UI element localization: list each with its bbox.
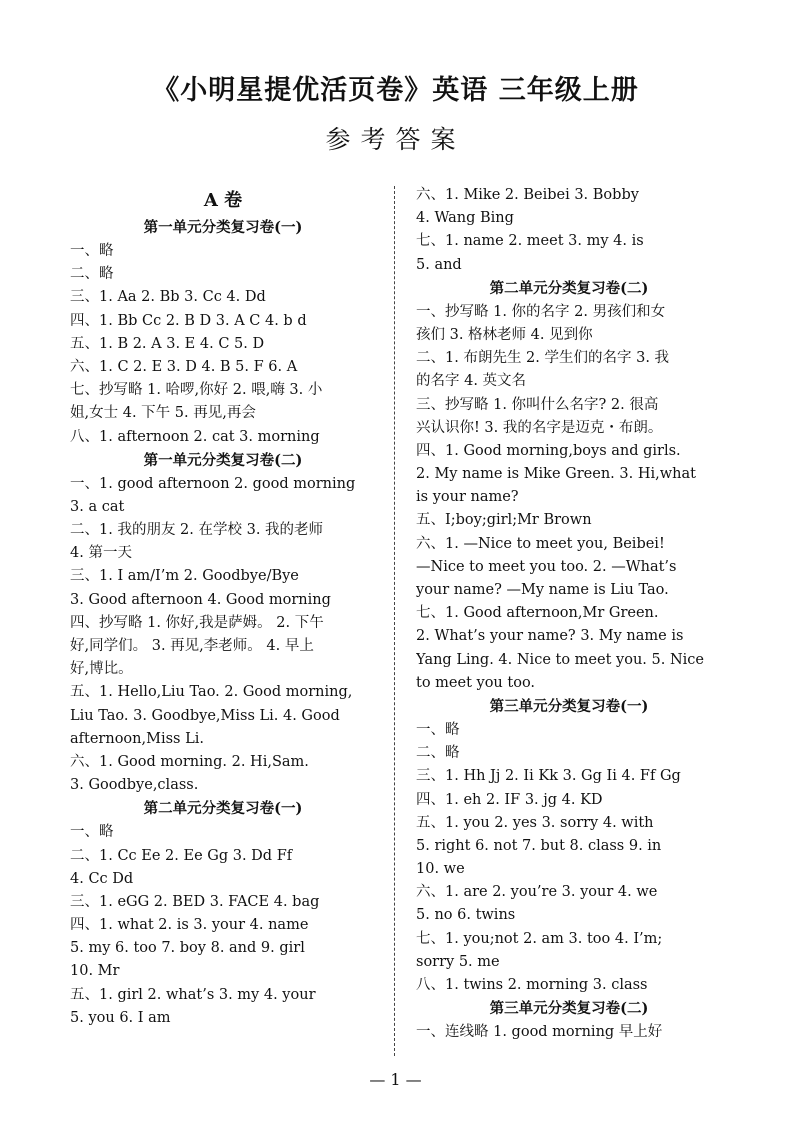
unit-heading: 第一单元分类复习卷(一) — [143, 219, 303, 236]
answer-line: 10. Mr — [70, 963, 120, 980]
answer-line: 七、1. you;not 2. am 3. too 4. I’m; — [416, 930, 663, 947]
answer-line: 5. you 6. I am — [70, 1009, 171, 1026]
answer-line: 3. a cat — [70, 498, 125, 515]
answer-line: 六、1. Mike 2. Beibei 3. Bobby — [416, 187, 639, 203]
answer-line: 二、1. 我的朋友 2. 在学校 3. 我的老师 — [70, 522, 324, 539]
answer-line: 兴认识你! 3. 我的名字是迈克・布朗。 — [416, 419, 663, 436]
answer-line: your name? —My name is Liu Tao. — [416, 582, 669, 598]
answer-line: 5. right 6. not 7. but 8. class 9. in — [416, 837, 662, 854]
answer-line: —Nice to meet you too. 2. —What’s — [416, 558, 677, 575]
answer-line: Yang Ling. 4. Nice to meet you. 5. Nice — [416, 651, 704, 668]
answer-line: 姐,女士 4. 下午 5. 再见,再会 — [70, 405, 256, 422]
answer-line: 四、抄写略 1. 你好,我是萨姆。 2. 下午 — [70, 614, 324, 631]
answer-line: 五、1. Hello,Liu Tao. 2. Good morning, — [70, 684, 353, 701]
answer-line: to meet you too. — [416, 674, 536, 691]
answer-line: is your name? — [416, 489, 519, 506]
answer-line: 四、1. Bb Cc 2. B D 3. A C 4. b d — [70, 312, 307, 329]
unit-heading: 第二单元分类复习卷(一) — [143, 800, 303, 818]
column-divider — [394, 186, 395, 1056]
answer-line: Liu Tao. 3. Goodbye,Miss Li. 4. Good — [70, 707, 340, 724]
left-column — [70, 186, 376, 1030]
answer-line: 一、略 — [416, 721, 460, 738]
answer-line: 六、1. are 2. you’re 3. your 4. we — [416, 884, 658, 901]
answer-line: 三、抄写略 1. 你叫什么名字? 2. 很高 — [416, 396, 659, 413]
unit-heading: 第一单元分类复习卷(二) — [143, 451, 303, 469]
answer-line: 5. my 6. too 7. boy 8. and 9. girl — [70, 940, 305, 957]
answer-line: 六、1. C 2. E 3. D 4. B 5. F 6. A — [70, 358, 298, 375]
answer-line: 四、1. what 2. is 3. your 4. name — [70, 917, 309, 934]
answer-line: 六、1. —Nice to meet you, Beibei! — [416, 535, 665, 552]
answer-line: 二、1. Cc Ee 2. Ee Gg 3. Dd Ff — [70, 847, 293, 864]
answer-line: 三、1. eGG 2. BED 3. FACE 4. bag — [70, 893, 320, 910]
answer-line: 二、略 — [70, 266, 114, 283]
unit-heading: 第二单元分类复习卷(二) — [489, 279, 649, 297]
answer-line: 六、1. Good morning. 2. Hi,Sam. — [70, 753, 309, 770]
answer-line: 三、1. I am/I’m 2. Goodbye/Bye — [70, 568, 299, 585]
answer-line: 一、略 — [70, 824, 114, 841]
answer-line: 好,同学们。 3. 再见,李老师。 4. 早上 — [70, 638, 314, 654]
answer-line: 好,博比。 — [70, 661, 133, 678]
answer-line: 四、1. eh 2. IF 3. jg 4. KD — [416, 791, 603, 808]
answer-line: 五、I;boy;girl;Mr Brown — [416, 512, 592, 529]
answer-line: 七、1. name 2. meet 3. my 4. is — [416, 233, 644, 250]
answer-line: 二、略 — [416, 745, 460, 762]
unit-heading: 第三单元分类复习卷(二) — [489, 1000, 649, 1018]
answer-line: 一、连线略 1. good morning 早上好 — [416, 1024, 663, 1041]
answer-line: 的名字 4. 英文名 — [416, 373, 527, 390]
answer-line: 三、1. Hh Jj 2. Ii Kk 3. Gg Ii 4. Ff Gg — [416, 768, 681, 785]
answer-line: 八、1. twins 2. morning 3. class — [416, 977, 648, 993]
answer-line: 二、1. 布朗先生 2. 学生们的名字 3. 我 — [416, 350, 670, 367]
answer-line: 五、1. girl 2. what’s 3. my 4. your — [70, 986, 316, 1003]
answer-line: 4. 第一天 — [70, 545, 132, 562]
answer-line: 2. My name is Mike Green. 3. Hi,what — [416, 466, 696, 483]
answer-line: sorry 5. me — [416, 953, 500, 970]
page-number: — 1 — — [369, 1070, 422, 1089]
page-subtitle: 参考答案 — [325, 125, 466, 154]
answer-line: 七、抄写略 1. 哈啰,你好 2. 喂,嗨 3. 小 — [70, 382, 323, 399]
answer-line: 一、抄写略 1. 你的名字 2. 男孩们和女 — [416, 303, 666, 320]
answer-line: 五、1. B 2. A 3. E 4. C 5. D — [70, 335, 265, 352]
answer-line: 孩们 3. 格林老师 4. 见到你 — [416, 326, 593, 343]
answer-line: 2. What’s your name? 3. My name is — [416, 628, 684, 645]
right-column — [416, 184, 722, 1044]
answer-line: 七、1. Good afternoon,Mr Green. — [416, 605, 659, 622]
answer-line: afternoon,Miss Li. — [70, 730, 204, 747]
answer-line: 3. Goodbye,class. — [70, 777, 199, 794]
answer-line: 3. Good afternoon 4. Good morning — [70, 591, 331, 608]
answer-line: 10. we — [416, 861, 465, 878]
answer-line: 4. Wang Bing — [416, 210, 514, 227]
answer-line: 三、1. Aa 2. Bb 3. Cc 4. Dd — [70, 289, 266, 306]
answer-line: 四、1. Good morning,boys and girls. — [416, 442, 681, 459]
answer-line: 5. and — [416, 256, 462, 273]
page-title: 《小明星提优活页卷》英语 三年级上册 — [152, 75, 639, 106]
section-title: A 卷 — [203, 190, 243, 211]
unit-heading: 第三单元分类复习卷(一) — [489, 697, 649, 715]
answer-line: 一、略 — [70, 243, 114, 259]
answer-line: 五、1. you 2. yes 3. sorry 4. with — [416, 814, 654, 831]
answer-line: 4. Cc Dd — [70, 870, 134, 887]
answer-line: 5. no 6. twins — [416, 907, 516, 924]
answer-line: 八、1. afternoon 2. cat 3. morning — [70, 428, 320, 445]
answer-line: 一、1. good afternoon 2. good morning — [70, 475, 356, 492]
